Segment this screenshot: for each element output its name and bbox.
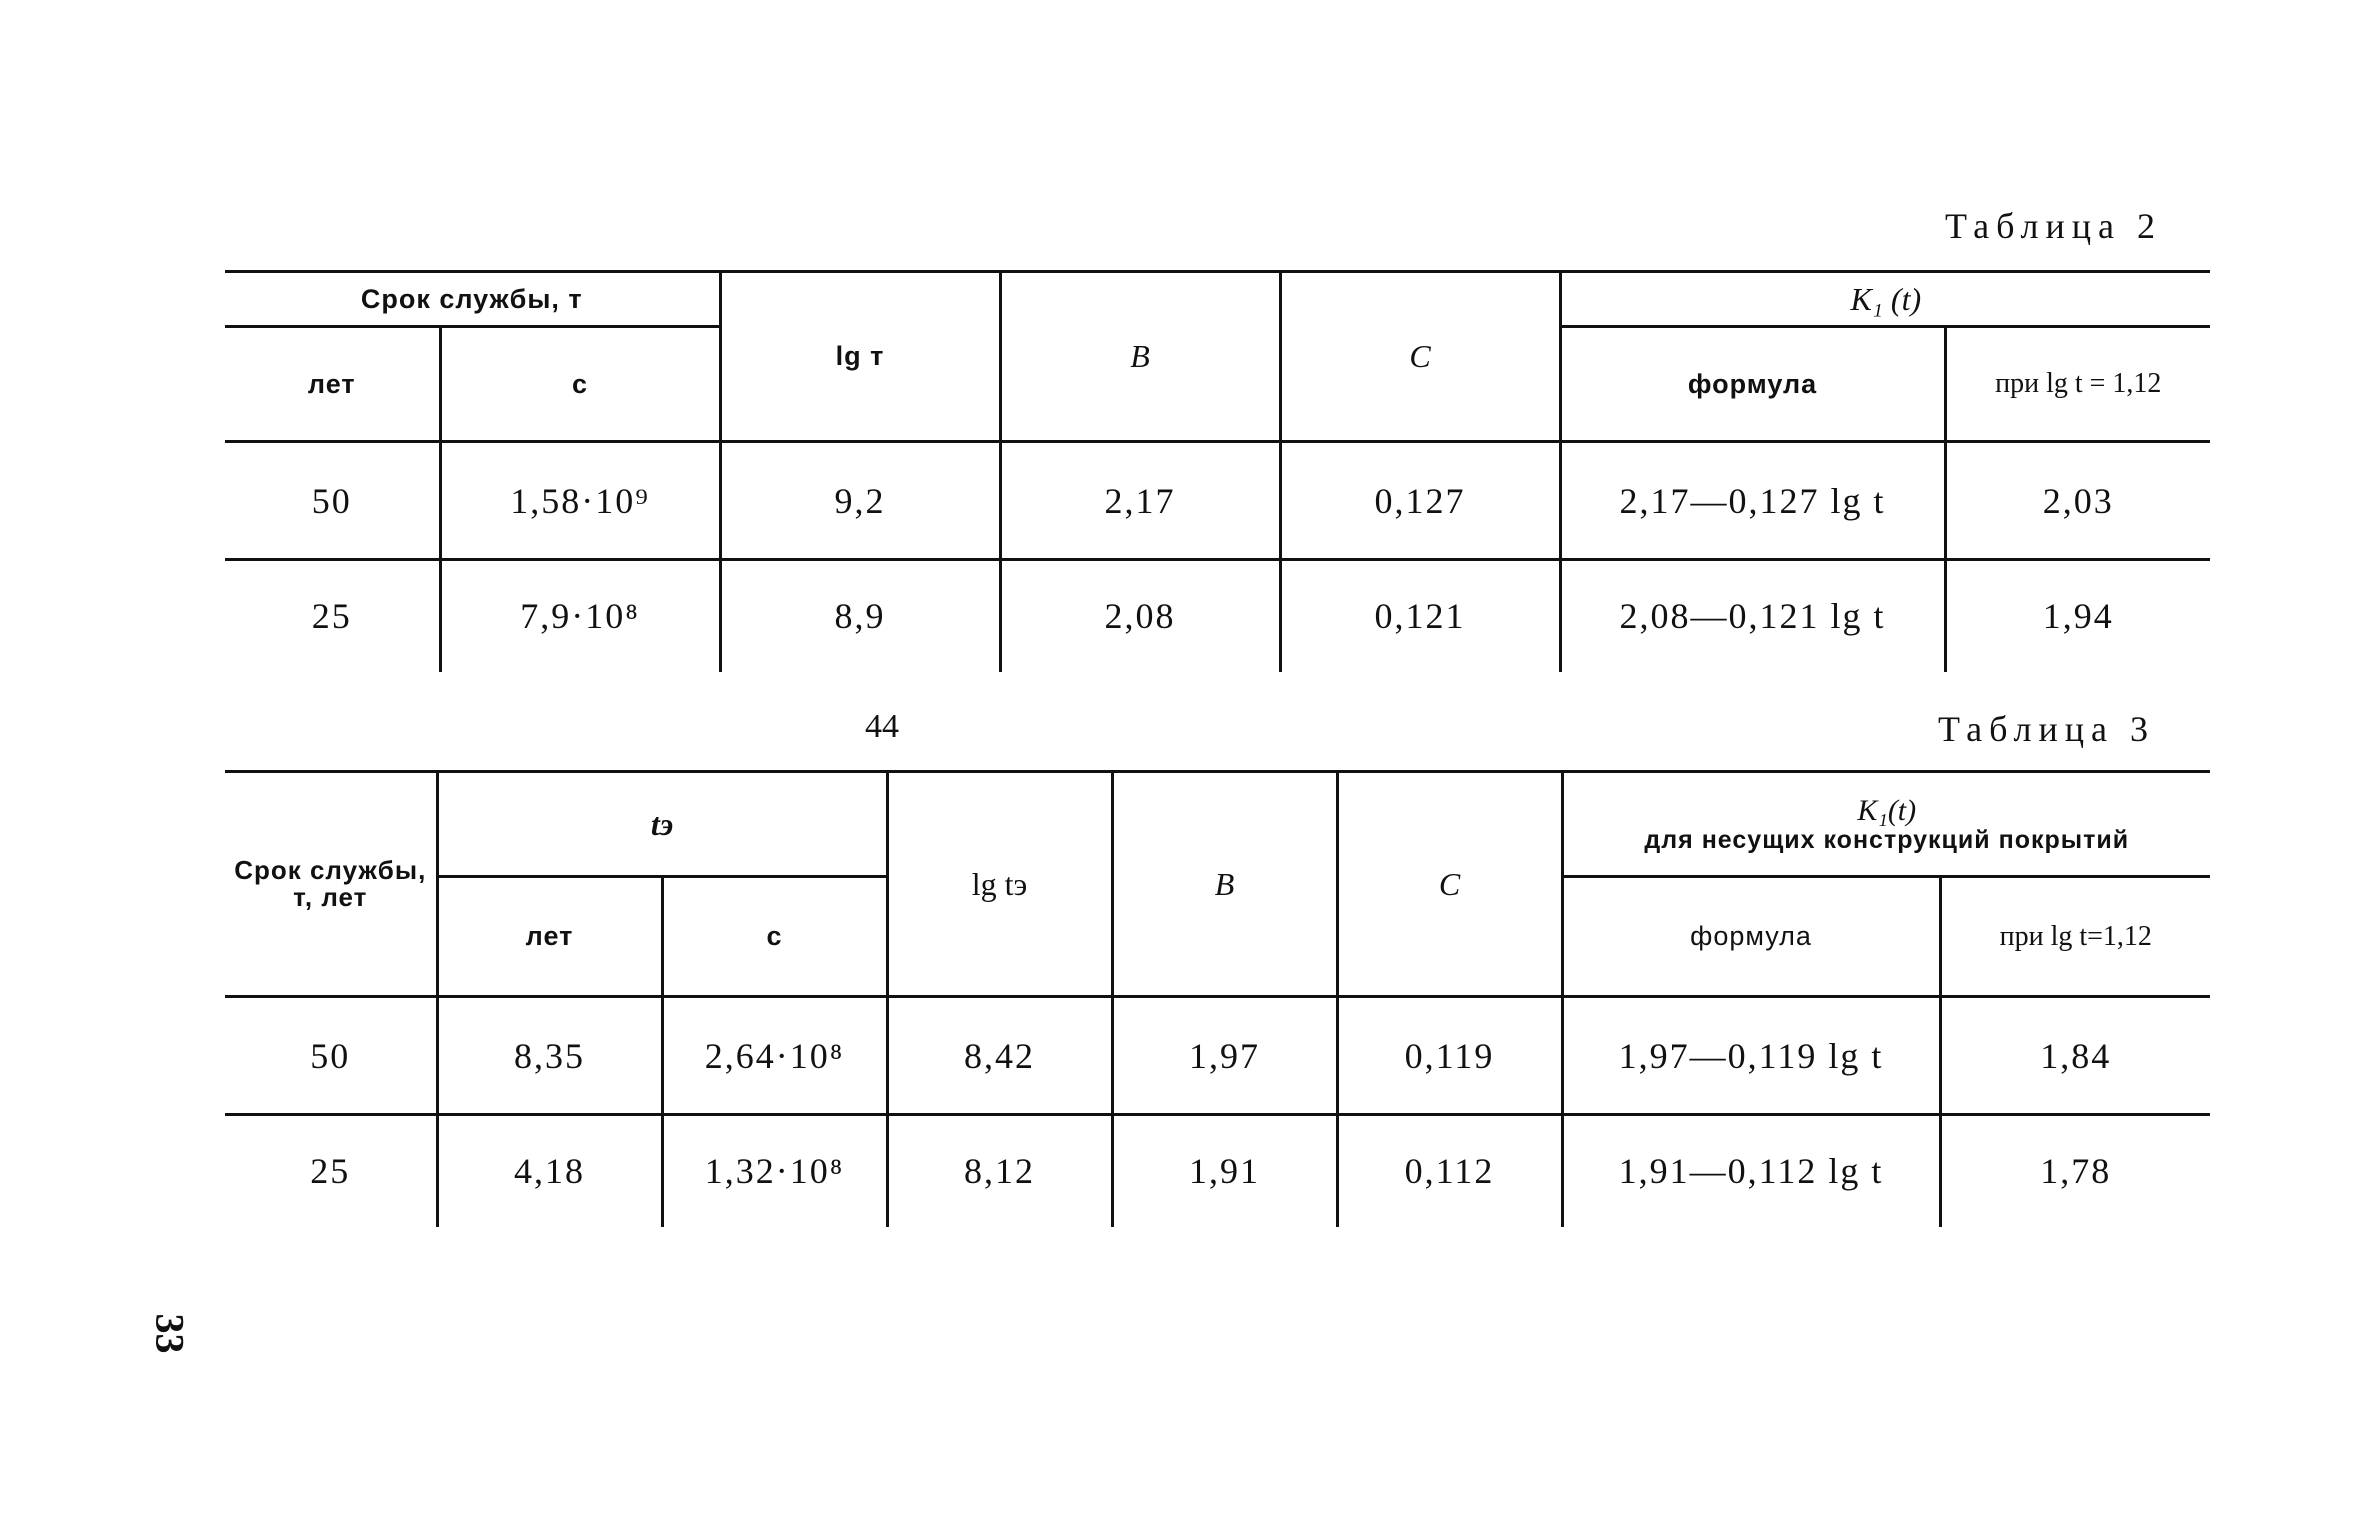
page-number: 44 <box>865 708 899 745</box>
header-lg-te: lg tэ <box>887 772 1112 997</box>
table2-caption: Таблица 2 <box>1945 206 2162 246</box>
header-c: C <box>1337 772 1562 997</box>
header-years: лет <box>437 877 662 997</box>
t3-row2-formula: 1,91—0,112 lg t <box>1562 1115 1940 1227</box>
header-c: C <box>1280 272 1560 442</box>
t3-row1-lg: 8,42 <box>887 997 1112 1115</box>
t3-row2-b: 1,91 <box>1112 1115 1337 1227</box>
header-formula: формула <box>1562 877 1940 997</box>
t3-row1-c: 0,119 <box>1337 997 1562 1115</box>
table-2 <box>225 270 2210 672</box>
header-at-lg: при lg t = 1,12 <box>1945 327 2210 442</box>
t3-row1-value: 1,84 <box>1940 997 2210 1115</box>
header-k1 <box>1562 772 2210 877</box>
t2-row1-formula: 2,17—0,127 lg t <box>1560 442 1945 560</box>
t3-row2-life: 25 <box>225 1115 437 1227</box>
side-page-number: 33 <box>147 1313 193 1354</box>
table-3 <box>225 770 2210 1227</box>
t3-row2-seconds: 1,32·10⁸ <box>662 1115 887 1227</box>
header-b: B <box>1000 272 1280 442</box>
header-k1: K₁ (t) <box>1560 272 2210 327</box>
t3-row1-seconds: 2,64·10⁸ <box>662 997 887 1115</box>
t3-row1-b: 1,97 <box>1112 997 1337 1115</box>
t2-row2-formula: 2,08—0,121 lg t <box>1560 560 1945 672</box>
t2-row1-seconds: 1,58·10⁹ <box>440 442 720 560</box>
header-seconds: с <box>440 327 720 442</box>
t2-row1-lg: 9,2 <box>720 442 1000 560</box>
header-seconds: с <box>662 877 887 997</box>
table3-caption: Таблица 3 <box>1938 709 2155 749</box>
header-years: лет <box>307 368 356 399</box>
t3-row1-formula: 1,97—0,119 lg t <box>1562 997 1940 1115</box>
t2-row2-c: 0,121 <box>1280 560 1560 672</box>
header-service-life: Срок службы, т, лет <box>234 854 427 912</box>
t3-row2-value: 1,78 <box>1940 1115 2210 1227</box>
t3-row2-years: 4,18 <box>437 1115 662 1227</box>
header-service-life: Срок службы, т <box>225 272 720 327</box>
t3-row1-life: 50 <box>225 997 437 1115</box>
header-k1-label: K₁(t) <box>1857 793 1917 827</box>
t2-row2-seconds: 7,9·10⁸ <box>440 560 720 672</box>
t2-row1-b: 2,17 <box>1000 442 1280 560</box>
header-at-lg: при lg t=1,12 <box>1940 877 2210 997</box>
t3-row1-years: 8,35 <box>437 997 662 1115</box>
header-te <box>437 772 887 877</box>
t2-row1-value: 2,03 <box>1945 442 2210 560</box>
t3-row2-lg: 8,12 <box>887 1115 1112 1227</box>
header-lg-tau: lg т <box>720 272 1000 442</box>
header-b: B <box>1112 772 1337 997</box>
t2-row2-years: 25 <box>225 560 440 672</box>
header-formula: формула <box>1560 327 1945 442</box>
t2-row2-b: 2,08 <box>1000 560 1280 672</box>
t2-row2-lg: 8,9 <box>720 560 1000 672</box>
t2-row2-value: 1,94 <box>1945 560 2210 672</box>
t3-row2-c: 0,112 <box>1337 1115 1562 1227</box>
header-k1-sub: для несущих конструкций покрытий <box>1644 825 2130 854</box>
t2-row1-c: 0,127 <box>1280 442 1560 560</box>
header-te-label: tэ <box>650 805 674 842</box>
t2-row1-years: 50 <box>225 442 440 560</box>
